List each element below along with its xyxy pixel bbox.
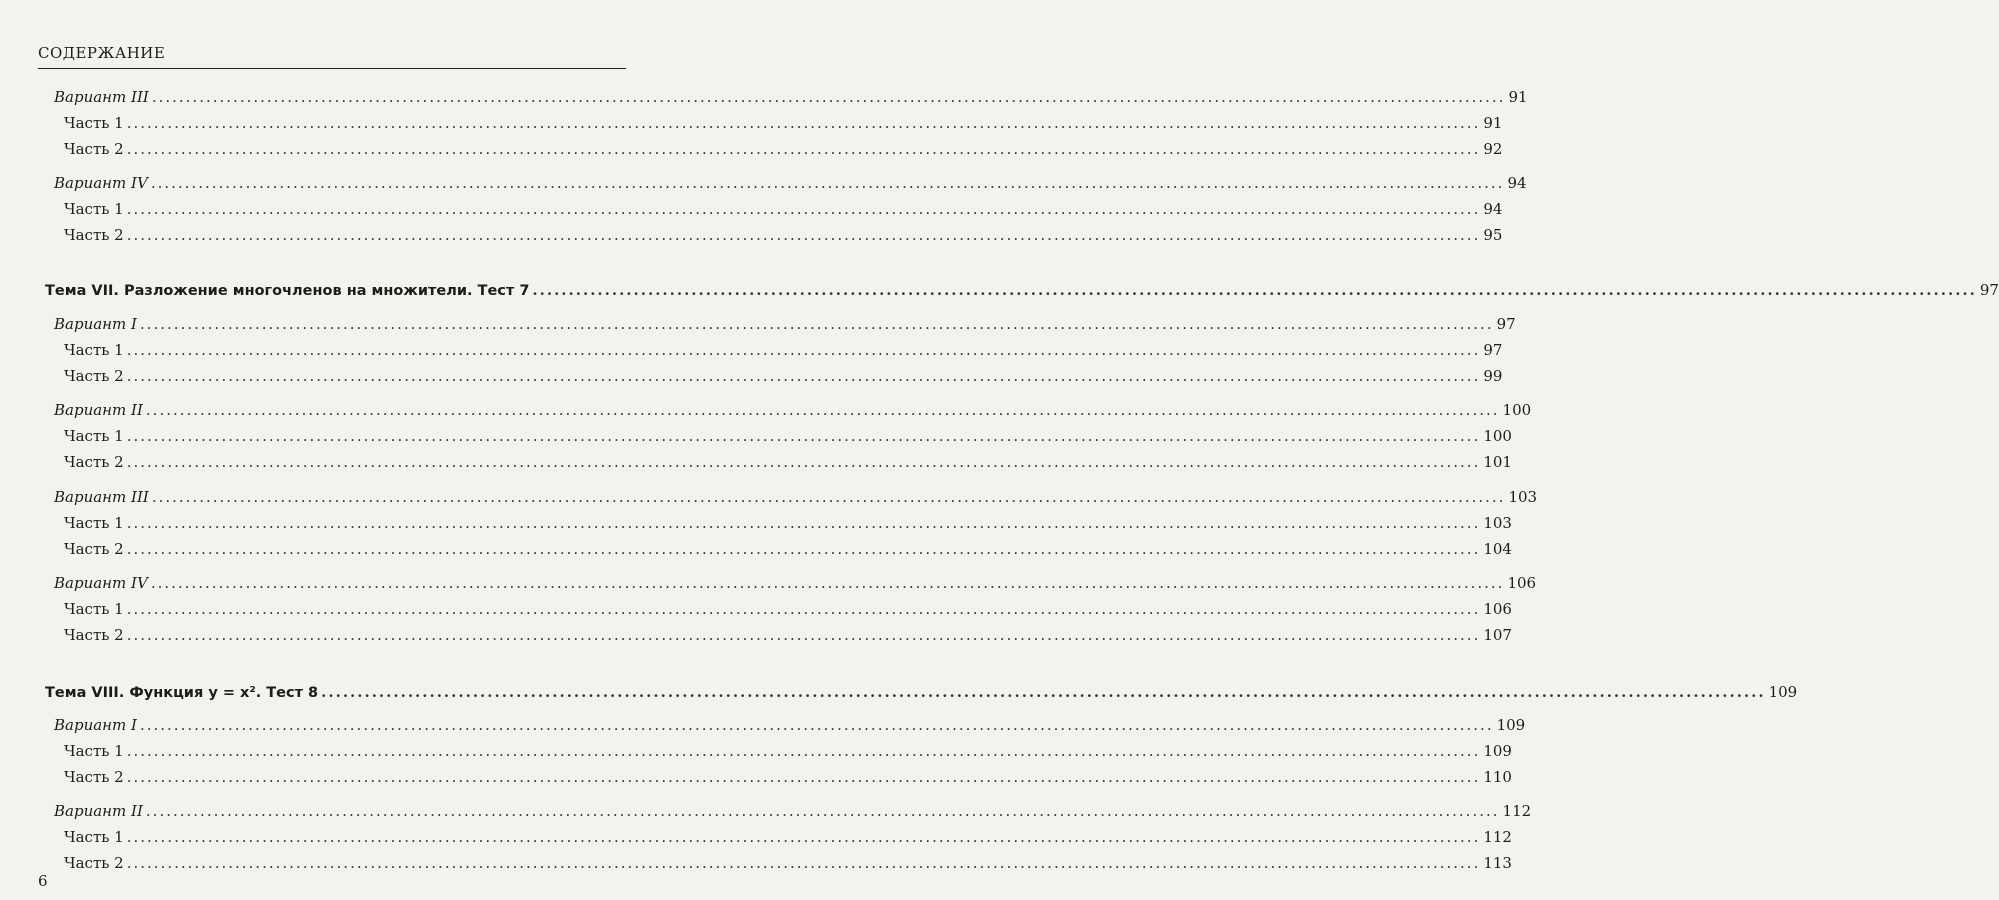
toc-leader: ........................................................................................................................................................................................................ [126,626,1481,644]
toc-part [64,114,1503,136]
toc-page: 97 [1496,315,1516,333]
toc-page: 100 [1483,427,1512,445]
toc-leader: ........................................................................................................................................................................................................ [126,828,1481,846]
toc-page: 107 [1483,626,1512,644]
toc-label: Часть 1 [64,200,124,218]
toc-label: Часть 1 [64,828,124,846]
toc-variant [54,574,1537,596]
toc-page: 112 [1502,802,1532,820]
toc-page: 91 [1508,88,1528,106]
toc-page: 99 [1483,367,1503,385]
toc-page: 113 [1483,854,1512,872]
toc-page: 101 [1483,453,1512,471]
toc-leader: ........................................................................................................................................................................................................ [126,200,1481,218]
toc-label: Вариант III [54,88,149,106]
toc-leader: ........................................................................................................................................................................................................ [150,174,1505,192]
toc-label: Тема VIII. Функция y = x². Тест 8 [45,685,319,701]
toc-label: Часть 2 [64,768,124,786]
toc-leader: ........................................................................................................................................................................................................ [126,427,1481,445]
toc-part [64,600,1512,622]
toc-label: Вариант II [54,802,143,820]
toc-part [64,200,1503,222]
toc-label: Часть 2 [64,453,124,471]
toc-topic [45,683,1798,705]
toc-variant [54,716,1526,738]
toc-page: 104 [1483,540,1512,558]
toc-label: Вариант III [54,488,149,506]
toc-label: Вариант IV [54,574,148,592]
page-header-title: СОДЕРЖАНИЕ [38,44,166,62]
toc-part [64,514,1512,536]
toc-part [64,226,1503,248]
toc-leader: ........................................................................................................................................................................................................ [126,600,1481,618]
toc-page: 110 [1483,768,1512,786]
header-rule [38,68,626,69]
toc-part [64,828,1512,850]
toc-page: 109 [1483,742,1512,760]
toc-leader: ........................................................................................................................................................................................................ [151,488,1506,506]
toc-leader: ........................................................................................................................................................................................................ [126,453,1481,471]
toc-label: Часть 1 [64,427,124,445]
toc-part [64,367,1503,389]
toc-topic [45,281,1999,303]
toc-leader: ........................................................................................................................................................................................................ [139,716,1494,734]
toc-label: Вариант I [54,315,137,333]
toc-label: Часть 1 [64,341,124,359]
toc-variant [54,174,1527,196]
toc-leader: ........................................................................................................................................................................................................ [126,742,1481,760]
toc-leader: ........................................................................................................................................................................................................ [321,683,1766,701]
toc-part [64,768,1512,790]
toc-label: Часть 1 [64,600,124,618]
toc-part [64,540,1512,562]
toc-variant [54,315,1516,337]
toc-variant [54,802,1532,824]
toc-leader: ........................................................................................................................................................................................................ [126,768,1481,786]
toc-leader: ........................................................................................................................................................................................................ [139,315,1494,333]
toc-page: 112 [1483,828,1512,846]
toc-page: 109 [1768,683,1798,701]
toc-page: 92 [1483,140,1503,158]
toc-page: 106 [1483,600,1512,618]
toc-variant [54,88,1528,110]
toc-label: Часть 2 [64,854,124,872]
toc-leader: ........................................................................................................................................................................................................ [126,514,1481,532]
toc-page: 95 [1483,226,1503,244]
toc-leader: ........................................................................................................................................................................................................ [532,281,1977,299]
toc-variant [54,488,1538,510]
toc-leader: ........................................................................................................................................................................................................ [126,367,1481,385]
toc-page: 103 [1508,488,1538,506]
toc-part [64,341,1503,363]
toc-page: 103 [1483,514,1512,532]
toc-part [64,626,1512,648]
toc-page: 100 [1502,401,1532,419]
toc-part [64,427,1512,449]
toc-label: Часть 1 [64,742,124,760]
toc-leader: ........................................................................................................................................................................................................ [126,226,1481,244]
toc-leader: ........................................................................................................................................................................................................ [126,341,1481,359]
toc-label: Часть 2 [64,367,124,385]
toc-variant [54,401,1532,423]
toc-leader: ........................................................................................................................................................................................................ [145,802,1500,820]
toc-part [64,742,1512,764]
toc-leader: ........................................................................................................................................................................................................ [126,540,1481,558]
toc-part [64,140,1503,162]
toc-label: Вариант I [54,716,137,734]
toc-page: 109 [1496,716,1526,734]
toc-label: Часть 1 [64,514,124,532]
toc-part [64,854,1512,876]
toc-leader: ........................................................................................................................................................................................................ [151,88,1506,106]
toc-part [64,453,1512,475]
toc-label: Часть 2 [64,140,124,158]
toc-page: 94 [1483,200,1503,218]
toc-page: 94 [1507,174,1527,192]
toc-label: Часть 2 [64,226,124,244]
toc-label: Часть 2 [64,540,124,558]
toc-leader: ........................................................................................................................................................................................................ [126,140,1481,158]
toc-label: Вариант II [54,401,143,419]
toc-page: 97 [1483,341,1503,359]
toc-label: Вариант IV [54,174,148,192]
toc-page: 106 [1507,574,1537,592]
toc-page: 97 [1979,281,1999,299]
toc-leader: ........................................................................................................................................................................................................ [126,854,1481,872]
toc-page: 91 [1483,114,1503,132]
toc-leader: ........................................................................................................................................................................................................ [126,114,1481,132]
toc-label: Часть 1 [64,114,124,132]
toc-label: Тема VII. Разложение многочленов на множители. Тест 7 [45,283,530,299]
toc-label: Часть 2 [64,626,124,644]
toc-leader: ........................................................................................................................................................................................................ [145,401,1500,419]
toc-leader: ........................................................................................................................................................................................................ [150,574,1505,592]
page-number: 6 [38,872,48,890]
